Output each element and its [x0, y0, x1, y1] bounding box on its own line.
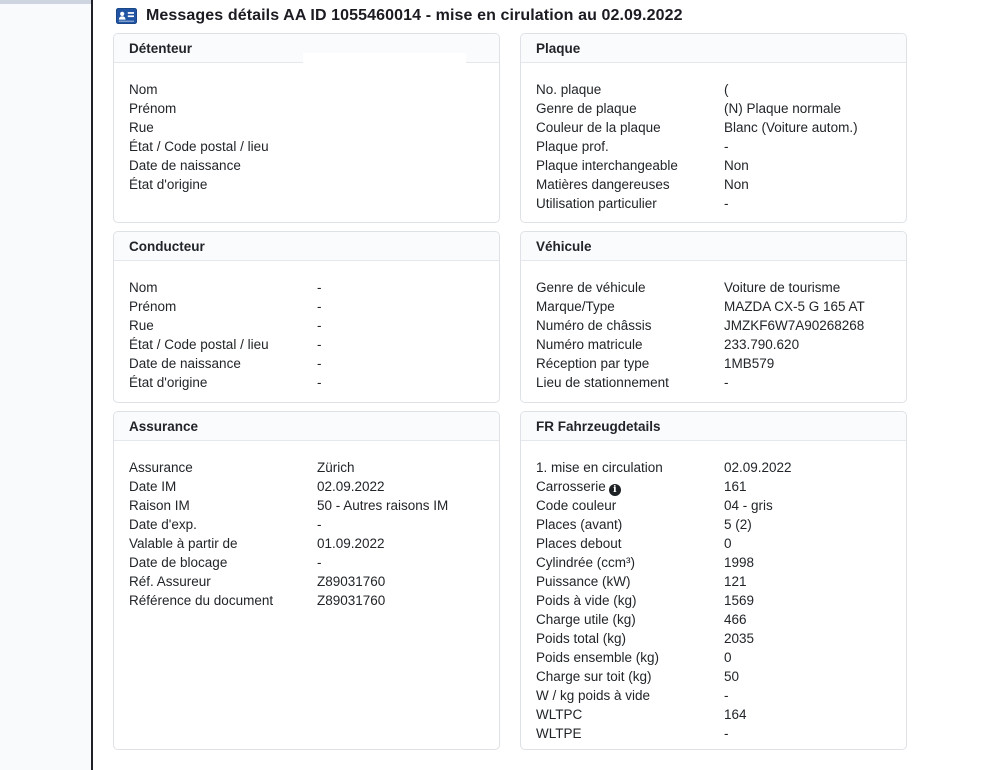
row-value: 466: [724, 612, 747, 627]
left-sidebar: [0, 0, 93, 770]
row-value: Non: [724, 158, 749, 173]
detail-row: [536, 477, 891, 496]
row-value: (: [724, 82, 729, 97]
row-value: Zürich: [317, 460, 355, 475]
card-assurance: [113, 411, 500, 750]
card-fahrzeugdetails: [520, 411, 907, 750]
row-value: 02.09.2022: [724, 460, 792, 475]
row-label: État d'origine: [129, 375, 208, 390]
card-conducteur: [113, 231, 500, 403]
row-value: -: [317, 517, 322, 532]
row-label: Lieu de stationnement: [536, 375, 669, 390]
row-label: Poids à vide (kg): [536, 593, 637, 608]
row-value: 1569: [724, 593, 755, 608]
detail-row: [129, 534, 484, 553]
row-label: Genre de plaque: [536, 101, 637, 116]
row-value: 0: [724, 536, 732, 551]
row-label: No. plaque: [536, 82, 602, 97]
detail-row: [536, 629, 891, 648]
detail-row: [129, 515, 484, 534]
detail-row: [536, 137, 891, 156]
row-value: 164: [724, 707, 747, 722]
row-label: Date de naissance: [129, 158, 241, 173]
row-label: Genre de véhicule: [536, 280, 646, 295]
detail-row: [129, 591, 484, 610]
row-value: 161: [724, 479, 747, 494]
row-value: 50 - Autres raisons IM: [317, 498, 449, 513]
row-label: Plaque prof.: [536, 139, 609, 154]
card-title-vehicule: Véhicule: [521, 232, 906, 261]
row-value: Z89031760: [317, 574, 386, 589]
row-value: 02.09.2022: [317, 479, 385, 494]
detail-row: [536, 686, 891, 705]
detail-row: [536, 572, 891, 591]
vcard-icon: [116, 8, 137, 24]
row-label: Numéro matricule: [536, 337, 643, 352]
detail-row: [536, 175, 891, 194]
detail-row: [129, 118, 484, 137]
row-label: W / kg poids à vide: [536, 688, 651, 703]
row-label: Charge utile (kg): [536, 612, 636, 627]
row-value: 1MB579: [724, 356, 775, 371]
row-label: État / Code postal / lieu: [129, 139, 269, 154]
row-label: Numéro de châssis: [536, 318, 652, 333]
card-title-assurance: Assurance: [114, 412, 499, 441]
row-label: Places debout: [536, 536, 622, 551]
row-value: -: [724, 196, 729, 211]
detail-row: [129, 99, 484, 118]
info-icon[interactable]: i: [609, 484, 621, 496]
row-label: Nom: [129, 280, 158, 295]
card-detenteur: [113, 33, 500, 223]
row-value: -: [724, 688, 729, 703]
row-value: -: [724, 375, 729, 390]
redaction-overlay: [303, 53, 466, 93]
row-label: Date de naissance: [129, 356, 241, 371]
row-label: Couleur de la plaque: [536, 120, 661, 135]
row-value: 5 (2): [724, 517, 752, 532]
row-label: WLTPE: [536, 726, 582, 741]
row-value: 01.09.2022: [317, 536, 385, 551]
row-value: -: [317, 337, 322, 352]
detail-row: [536, 553, 891, 572]
row-label: Nom: [129, 82, 158, 97]
row-label: 1. mise en circulation: [536, 460, 663, 475]
detail-row: [536, 194, 891, 213]
page-title: Messages détails AA ID 1055460014 - mise en cirulation au 02.09.2022: [146, 7, 683, 24]
detail-row: [536, 610, 891, 629]
row-value: -: [317, 280, 322, 295]
row-value: [317, 156, 484, 175]
row-label: Marque/Type: [536, 299, 615, 314]
detail-row: [536, 591, 891, 610]
row-label: Utilisation particulier: [536, 196, 657, 211]
card-body-conducteur: [114, 261, 499, 392]
detail-row: [536, 118, 891, 137]
detail-row: [536, 724, 891, 743]
row-value: [317, 118, 484, 137]
row-label: Date IM: [129, 479, 177, 494]
card-body-fahrzeugdetails: [521, 441, 906, 743]
detail-row: [129, 373, 484, 392]
row-label: Charge sur toit (kg): [536, 669, 652, 684]
row-label: Référence du document: [129, 593, 274, 608]
row-label: Poids ensemble (kg): [536, 650, 660, 665]
detail-row: [536, 99, 891, 118]
card-title-plaque: Plaque: [521, 34, 906, 63]
row-value: 233.790.620: [724, 337, 800, 352]
row-value: -: [317, 555, 322, 570]
row-label: Raison IM: [129, 498, 190, 513]
row-value: -: [317, 299, 322, 314]
row-label: État d'origine: [129, 177, 208, 192]
row-label: Places (avant): [536, 517, 623, 532]
detail-row: [129, 553, 484, 572]
detail-row: [129, 297, 484, 316]
row-value: [317, 175, 484, 194]
row-value: -: [724, 726, 729, 741]
row-value: [317, 137, 484, 156]
row-value: -: [317, 318, 322, 333]
row-label: WLTPC: [536, 707, 583, 722]
row-value: -: [317, 356, 322, 371]
row-label: Réf. Assureur: [129, 574, 211, 589]
detail-row: [129, 156, 484, 175]
card-plaque: [520, 33, 907, 223]
row-label: Puissance (kW): [536, 574, 631, 589]
row-label: Valable à partir de: [129, 536, 238, 551]
detail-row: [129, 137, 484, 156]
detail-row: [536, 458, 891, 477]
detail-row: [129, 175, 484, 194]
row-value: -: [724, 139, 729, 154]
detail-row: [536, 705, 891, 724]
detail-row: [536, 648, 891, 667]
detail-row: [536, 80, 891, 99]
row-label: Poids total (kg): [536, 631, 627, 646]
card-title-detenteur: Détenteur: [114, 34, 499, 63]
card-title-fahrzeugdetails: FR Fahrzeugdetails: [521, 412, 906, 441]
detail-row: [536, 335, 891, 354]
row-value: [317, 99, 484, 118]
row-label: Réception par type: [536, 356, 650, 371]
row-value: 121: [724, 574, 747, 589]
row-label: Date de blocage: [129, 555, 228, 570]
row-label: Matières dangereuses: [536, 177, 670, 192]
row-label: Carrosserie i: [536, 477, 724, 496]
detail-row: [129, 496, 484, 515]
row-value: 50: [724, 669, 740, 684]
row-value: 04 - gris: [724, 498, 773, 513]
detail-row: [129, 572, 484, 591]
card-body-assurance: [114, 441, 499, 610]
row-value: (N) Plaque normale: [724, 101, 842, 116]
row-label: Prénom: [129, 299, 177, 314]
row-value: Blanc (Voiture autom.): [724, 120, 858, 135]
detail-row: [129, 354, 484, 373]
row-label: Rue: [129, 120, 154, 135]
card-body-vehicule: [521, 261, 906, 392]
detail-row: [536, 297, 891, 316]
row-value: Voiture de tourisme: [724, 280, 841, 295]
detail-row: [536, 373, 891, 392]
row-value: JMZKF6W7A90268268: [724, 318, 865, 333]
page-header: [116, 5, 683, 27]
row-label: Prénom: [129, 101, 177, 116]
row-label: Cylindrée (ccm³): [536, 555, 636, 570]
card-title-conducteur: Conducteur: [114, 232, 499, 261]
row-value: 0: [724, 650, 732, 665]
row-label: Plaque interchangeable: [536, 158, 678, 173]
detail-row: [129, 458, 484, 477]
card-vehicule: [520, 231, 907, 403]
row-label: Code couleur: [536, 498, 617, 513]
row-value: Non: [724, 177, 749, 192]
row-label: Date d'exp.: [129, 517, 197, 532]
row-value: MAZDA CX-5 G 165 AT: [724, 299, 865, 314]
detail-row: [536, 534, 891, 553]
detail-row: [536, 316, 891, 335]
detail-row: [129, 278, 484, 297]
detail-row: [129, 316, 484, 335]
detail-row: [536, 515, 891, 534]
row-value: -: [317, 375, 322, 390]
row-value: 2035: [724, 631, 755, 646]
detail-row: [129, 335, 484, 354]
detail-row: [536, 156, 891, 175]
detail-row: [536, 496, 891, 515]
row-value: Z89031760: [317, 593, 386, 608]
detail-row: [129, 477, 484, 496]
row-label: Rue: [129, 318, 154, 333]
row-value: 1998: [724, 555, 755, 570]
sidebar-top-strip: [0, 0, 91, 4]
row-label: État / Code postal / lieu: [129, 337, 269, 352]
detail-row: [536, 667, 891, 686]
row-label: Assurance: [129, 460, 193, 475]
card-body-plaque: [521, 63, 906, 213]
detail-row: [536, 278, 891, 297]
cards-grid: [113, 33, 907, 750]
detail-row: [536, 354, 891, 373]
